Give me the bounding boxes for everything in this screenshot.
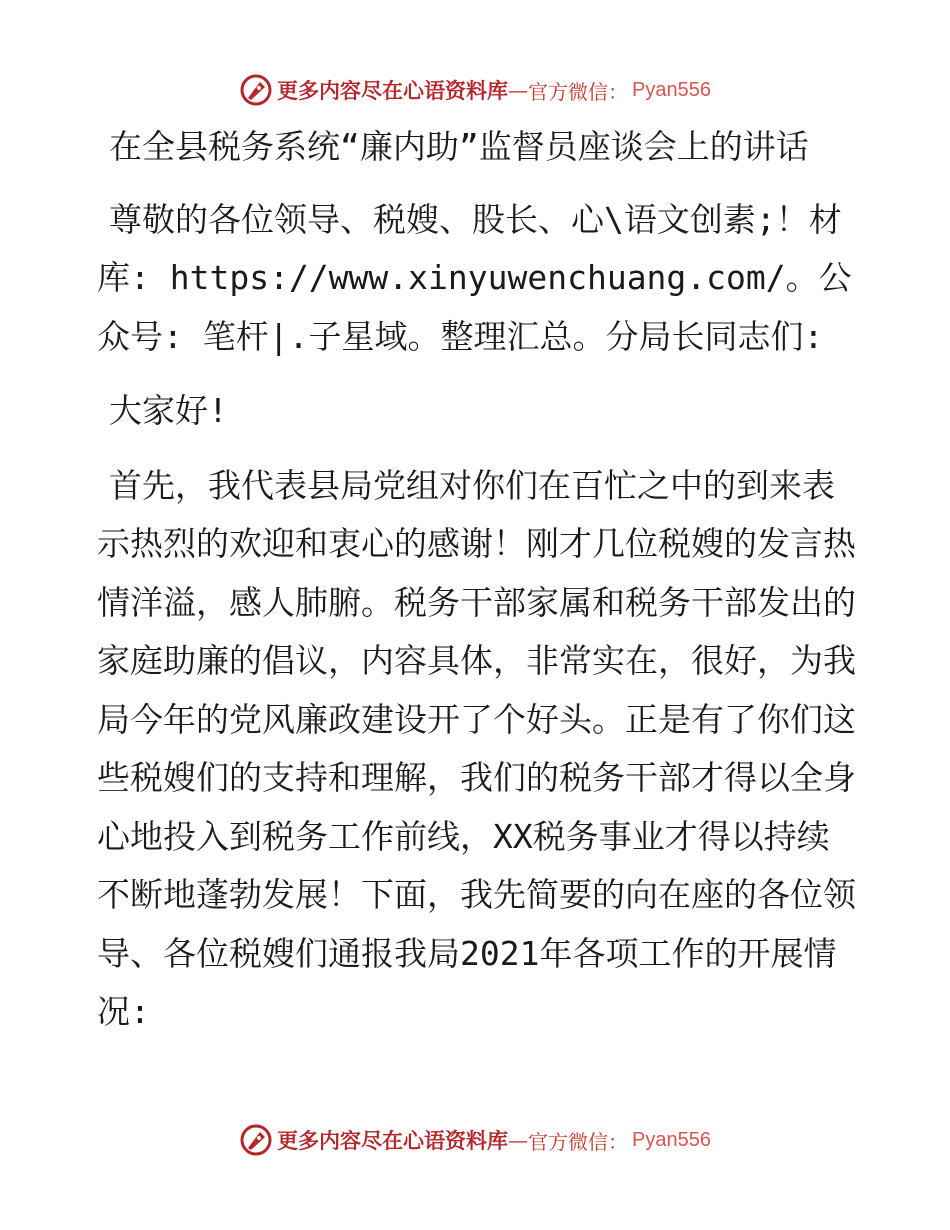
watermark-banner-bottom: [0, 1120, 950, 1160]
watermark-label: 官方微信：: [528, 79, 629, 104]
body-paragraph: 首先，我代表县局党组对你们在百忙之中的到来表示热烈的欢迎和衷心的感谢！刚才几位税嫂的发言热情洋溢，感人肺腑。税务干部家属和税务干部发出的家庭助廉的倡议，内容具体，非常实在，很好，为我局今年的党风廉政建设开了个好头。正是有了你们这些税嫂们的支持和理解，我们的税务干部才得以全身心地投入到税务工作前线，XX税务事业才得以持续不断地蓬勃发展！下面，我先简要的向在座的各位领导、各位税嫂们通报我局2021年各项工作的开展情况:: [97, 465, 856, 1031]
greeting-paragraph: 大家好!: [109, 391, 228, 430]
watermark-wechat-id: Pyan556: [632, 78, 711, 101]
watermark-banner-top: [0, 70, 950, 110]
document-title: 在全县税务系统“廉内助”监督员座谈会上的讲话: [109, 127, 809, 166]
watermark-site-text: 更多内容尽在心语资料库: [277, 1128, 509, 1153]
pen-nib-logo-icon: [239, 73, 273, 107]
watermark-wechat-id: Pyan556: [632, 1128, 711, 1151]
watermark-site-text: 更多内容尽在心语资料库: [277, 78, 509, 103]
salutation-paragraph: 尊敬的各位领导、税嫂、股长、心\语文创素;！材库: https://www.xinyuwenchuang.com/。公众号: 笔杆|.子星域。整理汇总。分局长同志们:: [97, 199, 852, 356]
pen-nib-logo-icon: [239, 1123, 273, 1157]
watermark-separator: —: [508, 1128, 529, 1152]
watermark-label: 官方微信：: [528, 1129, 629, 1154]
watermark-separator: —: [508, 78, 529, 102]
document-body: [97, 118, 857, 1058]
